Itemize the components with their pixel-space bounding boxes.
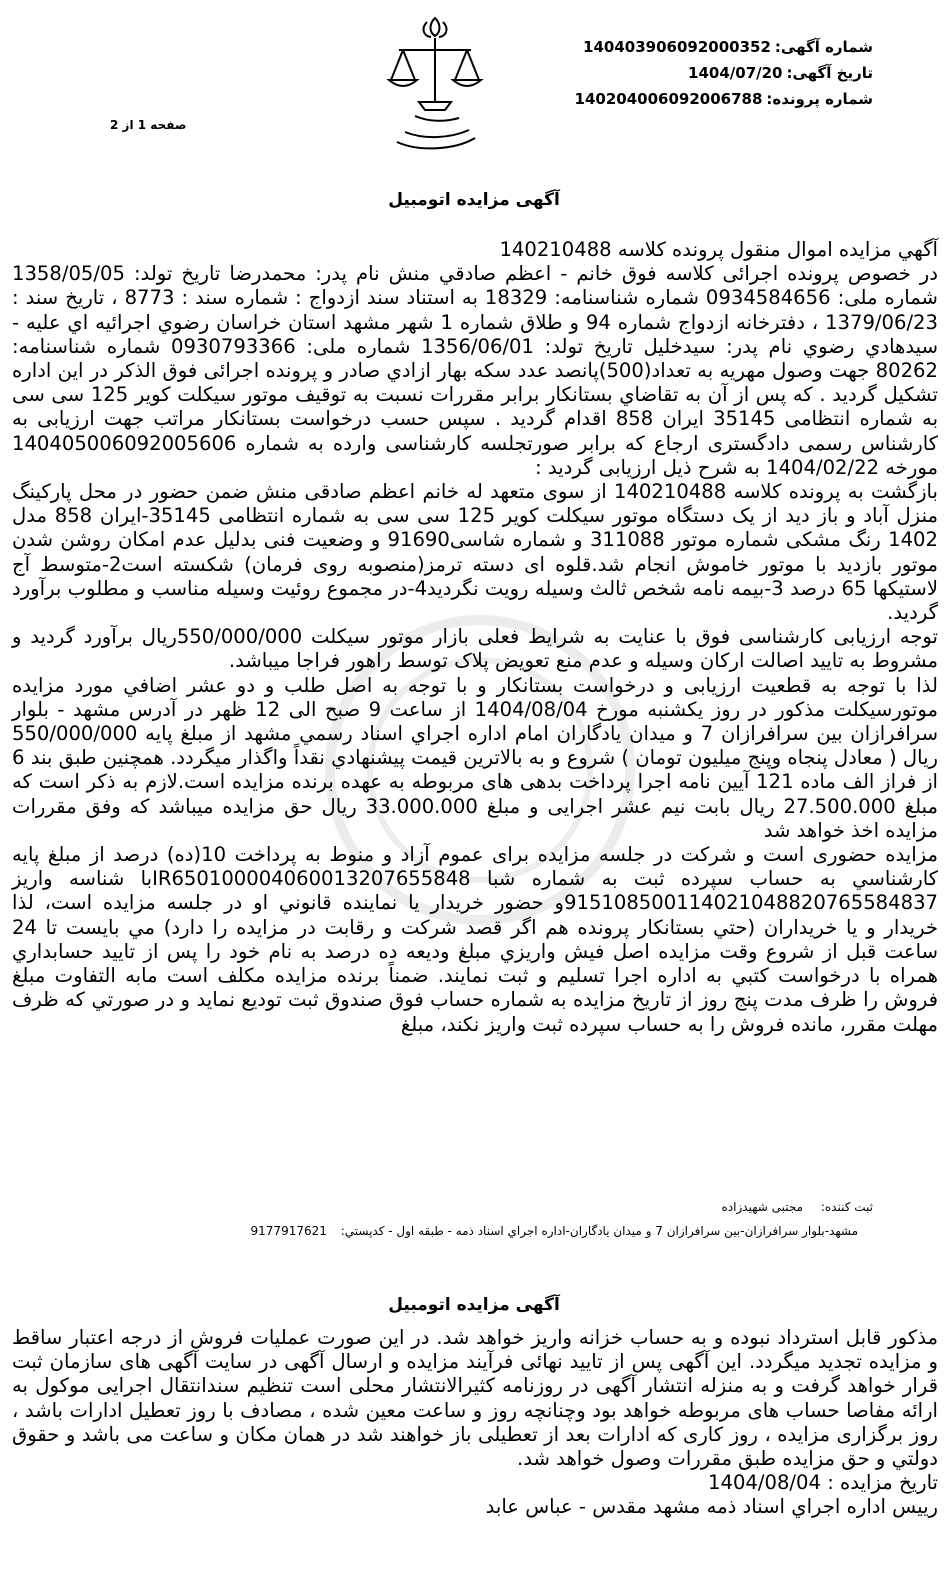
notice-body-continued [12, 1326, 938, 1520]
auction-date-line [12, 1471, 938, 1495]
body-paragraph: توجه ارزیابی کارشناسی فوق با عنایت به شرایط فعلی بازار موتور سیکلت 550/000/000ریال برآورد گردید و مشروط به تایید اصالت ارکان وسیله و عدم منع تعویض پلاک توسط راهور فراجا میباشد. [12, 625, 939, 673]
recorder-name: مجتبی شهیدزاده [721, 1200, 804, 1214]
section-title: آگهی مزایده اتومبیل [388, 190, 560, 210]
office-address [251, 1224, 858, 1238]
address-text: مشهد-بلوار سرافرازان-بين سرافرازان 7 و ميدان يادگاران-اداره اجراي اسناد ذمه - طبقه اول - كدپستي: [340, 1224, 858, 1238]
signature: رييس اداره اجراي اسناد ذمه مشهد مقدس - عباس عابد [485, 1495, 938, 1519]
body-paragraph: در خصوص پرونده اجرائی کلاسه فوق خانم - اعظم صادقي منش نام پدر: محمدرضا تاريخ تولد: 1358/05/05 شماره ملی: 0934584656 شماره شناسنامه: 18329 به استناد سند ازدواج : شماره سند : 8773 ، تاریخ سند : 1379/06/23 ، دفترخانه ازدواج شماره 94 و طلاق شماره 1 شهر مشهد استان خراسان رضوي اجرائيه اي عليه - سيدهادي رضوي نام پدر: سيدخليل تاريخ تولد: 1356/06/01 شماره ملی: 0930793366 شماره شناسنامه: 80262 جهت وصول مهريه به تعداد(500)پانصد عدد سکه بهار ازادي صادر و پرونده اجرائی فوق الذکر در این اداره تشکیل گردید . که پس از آن به تقاضاي بستانكار برابر مقررات نسبت به توقيف موتور سيكلت كوير 125 سی سی به شماره انتظامی 35145 ايران 858 اقدام گرديد . سپس حسب درخواست بستانكار مراتب جهت ارزيابی به كارشناس رسمی دادگستری ارجاع كه برابر صورتجلسه كارشناسی وارده به شماره 140405006092005606 مورخه 1404/02/22 به شرح ذيل ارزيابی گرديد : [12, 262, 939, 479]
ad-meta-block [575, 34, 873, 112]
ad-date-row [575, 60, 873, 86]
ad-number-label: شماره آگهی: [774, 38, 873, 56]
ad-number-row [575, 34, 873, 60]
postal-code: 9177917621 [250, 1224, 327, 1238]
recorder-label: ثبت کننده: [820, 1200, 873, 1214]
body-paragraph: بازگشت به پرونده کلاسه 140210488 از سوی متعهد له خانم اعظم صادقی منش ضمن حضور در محل پارکینگ منزل آباد و باز دید از یک دستگاه موتور سیکلت کویر 125 سی سی به شماره انتظامی 35145-ایران 858 مدل 1402 رنگ مشکی شماره موتور 311088 و شماره شاسی91690 و وضعیت فنی بدلیل عدم امکان روشن شدن موتور بازدید با موتور خاموش انجام شد.قلوه ای دسته ترمز(منصوبه روی فرمان) شکسته است2-متوسط آج لاستیکها 65 درصد 3-بیمه نامه شخص ثالث وسیله رویت نگردید4-در مجموع روئیت وسیله مناسب و مطلوب برآورد گردید. [12, 480, 938, 625]
auction-date: 1404/08/04 [708, 1471, 821, 1495]
ad-date-label: تاریخ آگهی: [786, 64, 873, 82]
body-paragraph: مزایده حضوری است و شرکت در جلسه مزایده برای عموم آزاد و منوط به پرداخت 10(ده) درصد از مبلغ پایه کارشناسي به حساب سپرده ثبت به شماره شبا IR650100004060013207655848با شناسه واریز 915108500114021048820765584837و حضور خریدار یا نماينده قانوني او در جلسه مزايده است، لذا خريدار و يا خريداران (حتي بستانکار پرونده هم اگر قصد شرکت و رقابت در مزايده را دارد) مي بايست تا 24 ساعت قبل از شروع وقت مزايده اصل فيش واريزي مبلغ وديعه ده درصد به نام خود را پس از تاييد حسابداري همراه با درخواست کتبي به اداره اجرا تسليم و ثبت نمايند. ضمناً برنده مزايده مکلف است مابه التفاوت مبلغ فروش را ظرف مدت پنج روز از تاريخ مزايده به شماره حساب فوق صندوق ثبت توديع نمايد و در صورتي که ظرف مهلت مقرر، مانده فروش را به حساب سپرده ثبت واريز نکند، مبلغ [12, 843, 938, 1036]
notice-body [12, 238, 938, 1037]
recorder-line [722, 1200, 873, 1214]
body-paragraph: لذا با توجه به قطعیت ارزیابی و درخواست بستانکار و با توجه به اصل طلب و دو عشر اضافي مورد مزایده موتورسیکلت مذکور در روز یکشنبه مورخ 1404/08/04 از ساعت 9 صبح الی 12 ظهر در آدرس مشهد - بلوار سرافرازان بین سرافرازان 7 و میدان یادگاران امام اداره اجراي اسناد رسمي مشهد از مبلغ پايه 550/000/000 ريال ( معادل پنجاه وپنج میلیون تومان ) شروع و به بالاترين قيمت پيشنهادي نقداً واگذار ميگردد. همچنین طبق بند 6 از فراز الف ماده 121 آیین نامه اجرا پرداخت بدهی های مربوطه به عهده برنده مزایده است.لازم به ذکر است که مبلغ 27.500.000 ريال بابت نيم عشر اجرايی و مبلغ 33.000.000 ريال حق مزايده ميباشد که وفق مقررات مزايده اخذ خواهد شد [12, 673, 939, 842]
section-title-page2: آگهی مزایده اتومبیل [388, 1295, 560, 1315]
ad-number: 140403906092000352 [583, 38, 771, 56]
case-number-label: شماره پرونده: [766, 90, 873, 108]
ad-date: 1404/07/20 [688, 64, 783, 82]
judiciary-emblem-icon [375, 10, 495, 160]
page-indicator: صفحه 1 از 2 [110, 118, 187, 132]
case-number-row [575, 86, 873, 112]
case-number: 140204006092006788 [574, 90, 763, 108]
body-paragraph: آگهي مزايده اموال منقول پرونده کلاسه 140210488 [499, 238, 938, 261]
auction-date-label: تاریخ مزایده : [827, 1471, 938, 1495]
body-paragraph: مذکور قابل استرداد نبوده و به حساب خزانه واريز خواهد شد. در این صورت عملیات فروش از درجه اعتبار ساقط و مزایده تجدید میگردد. این آگهی پس از تایید نهائی فرآیند مزایده و ارسال آگهی در سایت آگهی های سازمان ثبت قرار خواهد گرفت و به منزله انتشار آگهی در روزنامه کثیرالانتشار محلی است تنظیم سندانتقال اجرایی موکول به ارائه مفاصا حساب های مربوطه خواهد بود وچنانچه روز و ساعت معین شده ، مصادف با روز تعطیل ادارات باشد ، روز برگزاری مزایده ، روز کاری که ادارات بعد از تعطیلی باز خواهند شد در همان مکان و ساعت می باشد و حقوق دولتي و حق مزايده طبق مقررات وصول خواهد شد. [12, 1326, 938, 1471]
